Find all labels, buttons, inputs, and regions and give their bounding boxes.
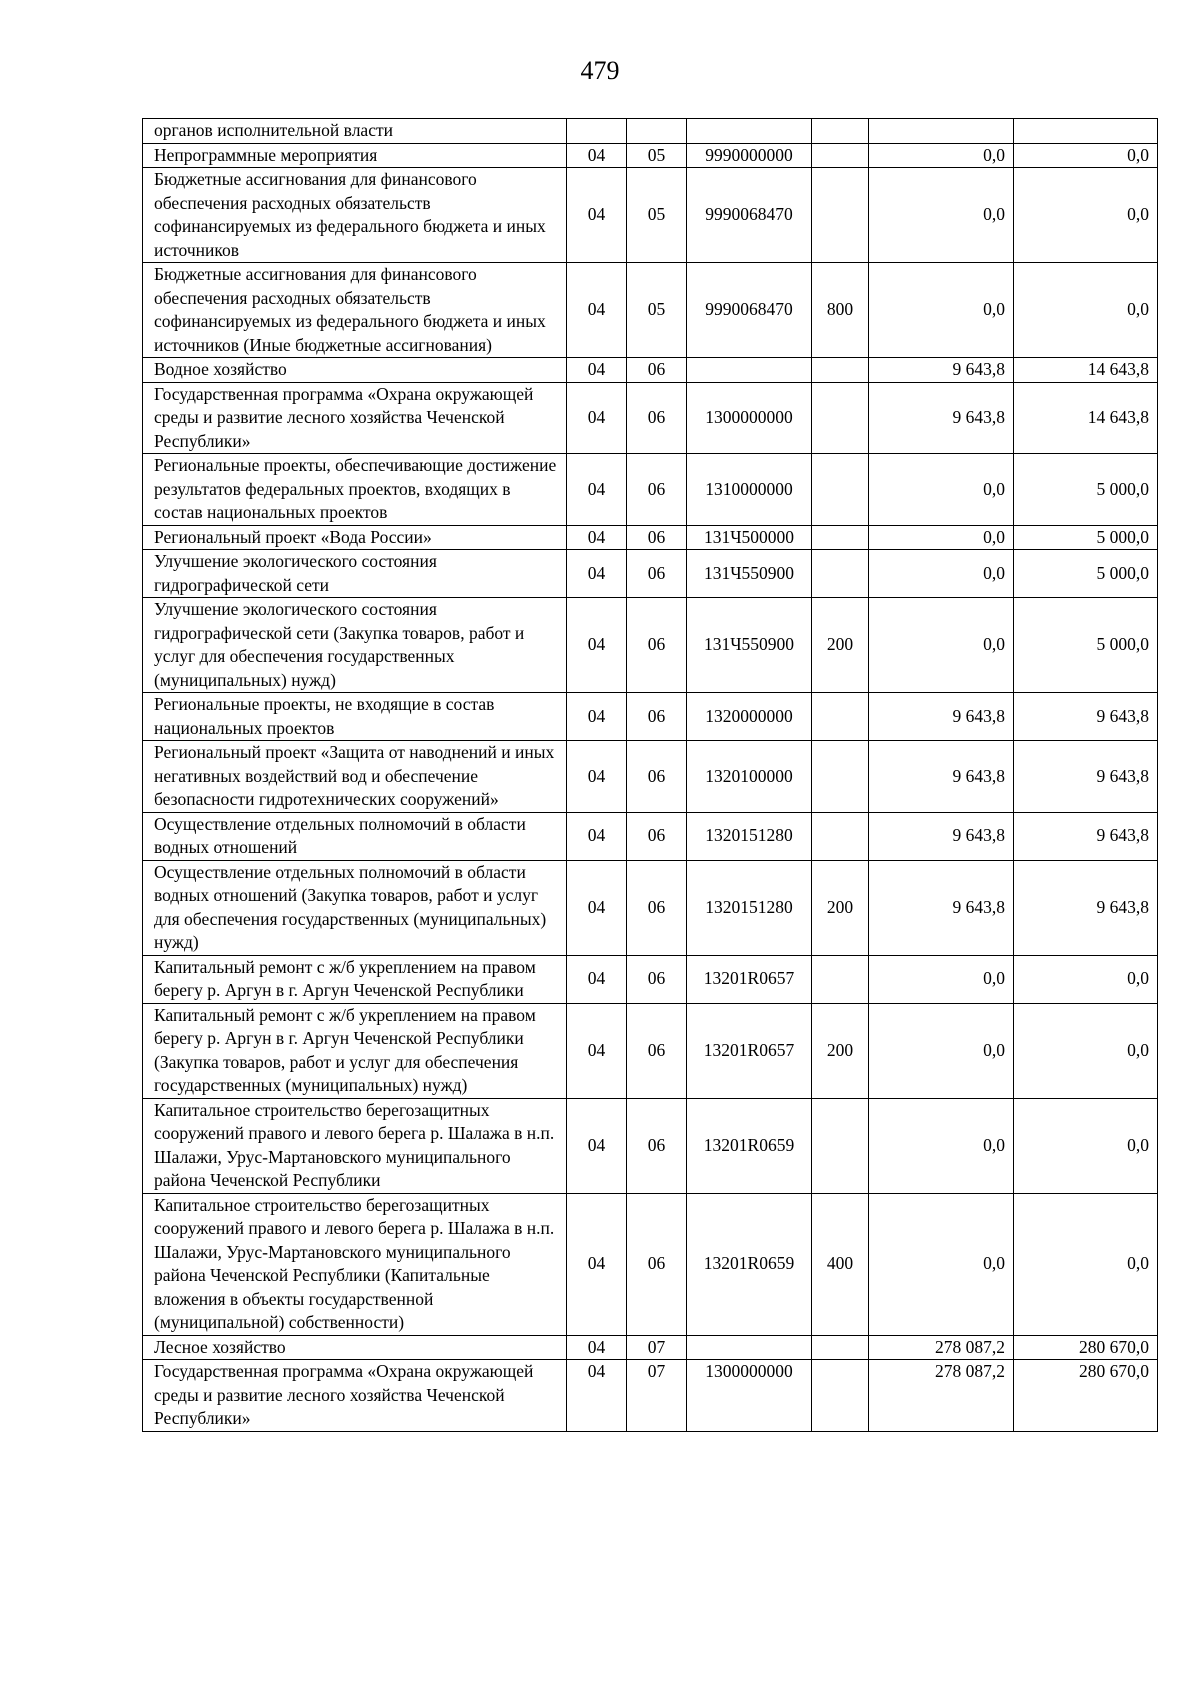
amount-year-1: 0,0 <box>869 955 1014 1003</box>
table-row <box>143 143 1158 168</box>
target-article-code <box>687 358 812 383</box>
table-row <box>143 119 1158 144</box>
amount-year-1: 0,0 <box>869 454 1014 526</box>
row-name: Бюджетные ассигнования для финансового обеспечения расходных обязательств софинансируемых из федерального бюджета и иных источников <box>143 168 567 263</box>
section-code: 04 <box>567 598 627 693</box>
target-article-code: 131Ч500000 <box>687 525 812 550</box>
amount-year-1: 9 643,8 <box>869 741 1014 813</box>
target-article-code: 13201R0659 <box>687 1193 812 1335</box>
subsection-code: 05 <box>627 168 687 263</box>
subsection-code: 06 <box>627 454 687 526</box>
page-number: 479 <box>580 56 620 85</box>
table-row <box>143 693 1158 741</box>
row-name: Непрограммные мероприятия <box>143 143 567 168</box>
table-row <box>143 382 1158 454</box>
table-row <box>143 1003 1158 1098</box>
amount-year-2: 14 643,8 <box>1014 358 1158 383</box>
expense-type-code: 200 <box>812 598 869 693</box>
amount-year-1: 0,0 <box>869 525 1014 550</box>
budget-table <box>142 118 1158 1432</box>
row-name: Капитальный ремонт с ж/б укреплением на правом берегу р. Аргун в г. Аргун Чеченской Республики (Закупка товаров, работ и услуг для обеспечения государственных (муниципальных) нужд) <box>143 1003 567 1098</box>
subsection-code: 06 <box>627 955 687 1003</box>
expense-type-code <box>812 1335 869 1360</box>
target-article-code <box>687 1335 812 1360</box>
table-row <box>143 860 1158 955</box>
section-code: 04 <box>567 1098 627 1193</box>
section-code: 04 <box>567 1360 627 1432</box>
amount-year-2: 280 670,0 <box>1014 1360 1158 1432</box>
amount-year-2: 0,0 <box>1014 1193 1158 1335</box>
row-name: Региональный проект «Защита от наводнений и иных негативных воздействий вод и обеспечение безопасности гидротехнических сооружений» <box>143 741 567 813</box>
amount-year-1: 0,0 <box>869 143 1014 168</box>
section-code: 04 <box>567 525 627 550</box>
amount-year-1: 9 643,8 <box>869 382 1014 454</box>
row-name: Капитальное строительство берегозащитных сооружений правого и левого берега р. Шалажа в н.п. Шалажи, Урус-Мартановского муниципального района Чеченской Республики (Капитальные вложения в объекты государственной (муниципальной) собственности) <box>143 1193 567 1335</box>
amount-year-2: 0,0 <box>1014 1098 1158 1193</box>
section-code: 04 <box>567 955 627 1003</box>
subsection-code: 06 <box>627 741 687 813</box>
subsection-code: 06 <box>627 812 687 860</box>
table-row <box>143 1193 1158 1335</box>
section-code: 04 <box>567 812 627 860</box>
target-article-code: 9990068470 <box>687 263 812 358</box>
subsection-code: 06 <box>627 358 687 383</box>
subsection-code: 06 <box>627 1193 687 1335</box>
amount-year-2: 0,0 <box>1014 1003 1158 1098</box>
amount-year-1: 278 087,2 <box>869 1335 1014 1360</box>
table-row <box>143 263 1158 358</box>
target-article-code: 1310000000 <box>687 454 812 526</box>
amount-year-1: 278 087,2 <box>869 1360 1014 1432</box>
target-article-code: 1300000000 <box>687 382 812 454</box>
section-code: 04 <box>567 263 627 358</box>
row-name: Осуществление отдельных полномочий в области водных отношений <box>143 812 567 860</box>
amount-year-1: 9 643,8 <box>869 358 1014 383</box>
table-row <box>143 598 1158 693</box>
row-name: органов исполнительной власти <box>143 119 567 144</box>
amount-year-1 <box>869 119 1014 144</box>
amount-year-2: 9 643,8 <box>1014 812 1158 860</box>
subsection-code: 06 <box>627 1098 687 1193</box>
amount-year-2: 0,0 <box>1014 168 1158 263</box>
subsection-code: 07 <box>627 1360 687 1432</box>
amount-year-1: 0,0 <box>869 168 1014 263</box>
row-name: Региональный проект «Вода России» <box>143 525 567 550</box>
expense-type-code: 200 <box>812 1003 869 1098</box>
expense-type-code: 200 <box>812 860 869 955</box>
section-code: 04 <box>567 1335 627 1360</box>
expense-type-code <box>812 741 869 813</box>
expense-type-code <box>812 358 869 383</box>
subsection-code: 06 <box>627 598 687 693</box>
target-article-code: 1320100000 <box>687 741 812 813</box>
row-name: Капитальное строительство берегозащитных сооружений правого и левого берега р. Шалажа в н.п. Шалажи, Урус-Мартановского муниципального района Чеченской Республики <box>143 1098 567 1193</box>
amount-year-2: 0,0 <box>1014 263 1158 358</box>
target-article-code: 13201R0657 <box>687 955 812 1003</box>
subsection-code: 06 <box>627 382 687 454</box>
row-name: Улучшение экологического состояния гидрографической сети (Закупка товаров, работ и услуг для обеспечения государственных (муниципальных) нужд) <box>143 598 567 693</box>
expense-type-code <box>812 525 869 550</box>
section-code: 04 <box>567 358 627 383</box>
row-name: Государственная программа «Охрана окружающей среды и развитие лесного хозяйства Чеченской Республики» <box>143 382 567 454</box>
expense-type-code <box>812 550 869 598</box>
amount-year-2: 5 000,0 <box>1014 454 1158 526</box>
section-code <box>567 119 627 144</box>
row-name: Лесное хозяйство <box>143 1335 567 1360</box>
expense-type-code <box>812 1360 869 1432</box>
section-code: 04 <box>567 550 627 598</box>
section-code: 04 <box>567 168 627 263</box>
table-row <box>143 525 1158 550</box>
table-row <box>143 1335 1158 1360</box>
subsection-code: 06 <box>627 860 687 955</box>
row-name: Региональные проекты, обеспечивающие достижение результатов федеральных проектов, входящих в состав национальных проектов <box>143 454 567 526</box>
amount-year-2: 14 643,8 <box>1014 382 1158 454</box>
subsection-code: 06 <box>627 550 687 598</box>
expense-type-code: 400 <box>812 1193 869 1335</box>
section-code: 04 <box>567 1193 627 1335</box>
row-name: Бюджетные ассигнования для финансового обеспечения расходных обязательств софинансируемых из федерального бюджета и иных источников (Иные бюджетные ассигнования) <box>143 263 567 358</box>
amount-year-1: 0,0 <box>869 550 1014 598</box>
amount-year-2: 5 000,0 <box>1014 598 1158 693</box>
subsection-code: 06 <box>627 525 687 550</box>
subsection-code: 05 <box>627 263 687 358</box>
table-row <box>143 812 1158 860</box>
table-row <box>143 454 1158 526</box>
expense-type-code <box>812 812 869 860</box>
expense-type-code <box>812 143 869 168</box>
section-code: 04 <box>567 382 627 454</box>
table-row <box>143 1098 1158 1193</box>
amount-year-1: 0,0 <box>869 1098 1014 1193</box>
row-name: Осуществление отдельных полномочий в области водных отношений (Закупка товаров, работ и услуг для обеспечения государственных (муниципальных) нужд) <box>143 860 567 955</box>
target-article-code: 1320151280 <box>687 860 812 955</box>
table-row <box>143 955 1158 1003</box>
expense-type-code <box>812 119 869 144</box>
amount-year-2: 9 643,8 <box>1014 693 1158 741</box>
subsection-code: 07 <box>627 1335 687 1360</box>
table-row <box>143 1360 1158 1432</box>
amount-year-1: 0,0 <box>869 598 1014 693</box>
expense-type-code <box>812 1098 869 1193</box>
expense-type-code <box>812 955 869 1003</box>
table-row <box>143 741 1158 813</box>
amount-year-2: 9 643,8 <box>1014 860 1158 955</box>
subsection-code: 06 <box>627 693 687 741</box>
target-article-code: 131Ч550900 <box>687 550 812 598</box>
table-row <box>143 550 1158 598</box>
section-code: 04 <box>567 693 627 741</box>
target-article-code: 131Ч550900 <box>687 598 812 693</box>
row-name: Региональные проекты, не входящие в состав национальных проектов <box>143 693 567 741</box>
section-code: 04 <box>567 454 627 526</box>
table-row <box>143 168 1158 263</box>
amount-year-1: 0,0 <box>869 1003 1014 1098</box>
amount-year-1: 9 643,8 <box>869 693 1014 741</box>
row-name: Государственная программа «Охрана окружающей среды и развитие лесного хозяйства Чеченской Республики» <box>143 1360 567 1432</box>
section-code: 04 <box>567 1003 627 1098</box>
target-article-code: 9990000000 <box>687 143 812 168</box>
amount-year-2 <box>1014 119 1158 144</box>
target-article-code <box>687 119 812 144</box>
amount-year-2: 0,0 <box>1014 143 1158 168</box>
expense-type-code <box>812 168 869 263</box>
section-code: 04 <box>567 741 627 813</box>
amount-year-2: 0,0 <box>1014 955 1158 1003</box>
target-article-code: 9990068470 <box>687 168 812 263</box>
amount-year-2: 280 670,0 <box>1014 1335 1158 1360</box>
expense-type-code <box>812 454 869 526</box>
section-code: 04 <box>567 143 627 168</box>
target-article-code: 1320000000 <box>687 693 812 741</box>
row-name: Улучшение экологического состояния гидрографической сети <box>143 550 567 598</box>
target-article-code: 1320151280 <box>687 812 812 860</box>
amount-year-1: 0,0 <box>869 1193 1014 1335</box>
section-code: 04 <box>567 860 627 955</box>
expense-type-code: 800 <box>812 263 869 358</box>
row-name: Водное хозяйство <box>143 358 567 383</box>
amount-year-2: 9 643,8 <box>1014 741 1158 813</box>
subsection-code: 06 <box>627 1003 687 1098</box>
expense-type-code <box>812 382 869 454</box>
amount-year-1: 9 643,8 <box>869 812 1014 860</box>
target-article-code: 1300000000 <box>687 1360 812 1432</box>
target-article-code: 13201R0659 <box>687 1098 812 1193</box>
amount-year-2: 5 000,0 <box>1014 525 1158 550</box>
row-name: Капитальный ремонт с ж/б укреплением на правом берегу р. Аргун в г. Аргун Чеченской Республики <box>143 955 567 1003</box>
amount-year-2: 5 000,0 <box>1014 550 1158 598</box>
amount-year-1: 9 643,8 <box>869 860 1014 955</box>
expense-type-code <box>812 693 869 741</box>
table-row <box>143 358 1158 383</box>
amount-year-1: 0,0 <box>869 263 1014 358</box>
target-article-code: 13201R0657 <box>687 1003 812 1098</box>
subsection-code <box>627 119 687 144</box>
subsection-code: 05 <box>627 143 687 168</box>
